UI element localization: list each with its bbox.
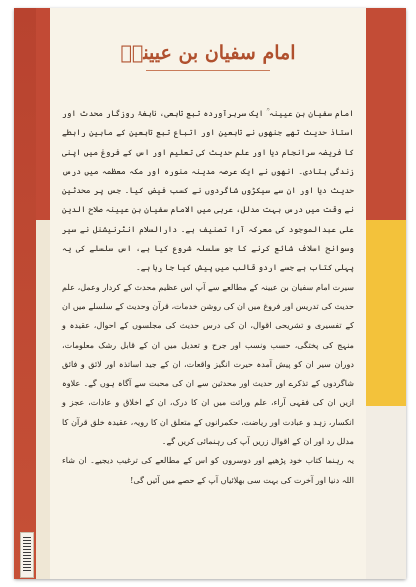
book-title: امام سفیان بن عیینہؒ [120,42,296,64]
cover-band-yellow [366,220,406,406]
barcode-sticker [20,532,34,578]
blurb-text [62,104,354,490]
cover-band-left-cream [36,220,50,579]
cover-band-red [366,8,406,220]
blurb-paragraph: سیرت امام سفیان بن عیینہ کے مطالعے سے آپ اس عظیم محدث کے کردار وعمل، علم حدیث کی تدریس اور فروغ میں ان کی روشن خدمات، قرآن وحدیث کے سلسلے میں ان کے تفسیری و تشریحی اقوال، ان کی درس حدیث کی مجلسوں کے احوال، عقیدہ و منہج کی پختگی، حسب ونسب اور جرح و تعدیل میں ان کے قابل رشک معلومات، دوران سیر ان کو پیش آمدہ حیرت انگیز واقعات، ان کے جید اساتذہ اور لائق و فائق شاگردوں کے تذکرے اور حدیث اور محدثین سے ان کی محبت سے آگاہ ہوں گے۔ علاوہ ازیں ان کی فقہی آراء، علم وراثت میں ان کا درک، ان کے اخلاق و عادات، عجز و انکسار، زہد و عبادت اور ریاضت، حکمرانوں کے متعلق ان کا رویہ، عقیدہ خلق قرآن کا مدلل رد اور ان کے اقوال زریں آپ کی رہنمائی کریں گے۔ [62,281,354,447]
text-panel [50,8,366,579]
blurb-paragraph: یہ رہنما کتاب خود پڑھیے اور دوسروں کو اس کے مطالعے کی ترغیب دیجیے۔ ان شاء اللہ دنیا اور آخرت کی بہت سی بھلائیاں آپ کے حصے میں آئیں گی! [62,455,354,485]
cover-spine-strip [14,8,36,579]
title-underline [146,70,270,71]
blurb-paragraph: امام سفیان بن عیینہ ؒ ایک سربرآوردہ تبع تابعی، نابغۂ روزگار محدث اور استاذ حدیث تھے جنھوں نے تابعین اور اتباع تبع تابعین کے مابین رابطے کا فریضہ سرانجام دیا اور علم حدیث کی تعلیم اور اس کے فروغ میں اپنی زندگی بتادی۔ انھوں نے ایک عرصہ مدینہ منورہ اور مکہ معظمہ میں درس حدیث دیا اور ان سے سیکڑوں شاگردوں نے کسب فیض کیا۔ جس پر محدثین نے وقت میں درس بہت مدلل، عربی میں الامام سفیان بن عیینہ صلاح الدین علی عبدالموجود کی معرکہ آرا تصنیف ہے۔ دارالسلام انٹرنیشنل نے سیر وسوانح اسلاف شائع کرنے کا جو سلسلہ شروع کیا ہے، اس سلسلے کی یہ پہلی کتاب ہے جسے اردو قالب میں پیش کیا جا رہا ہے۔ [62,108,354,273]
book-back-cover [14,8,406,579]
cover-band-white [366,406,406,579]
